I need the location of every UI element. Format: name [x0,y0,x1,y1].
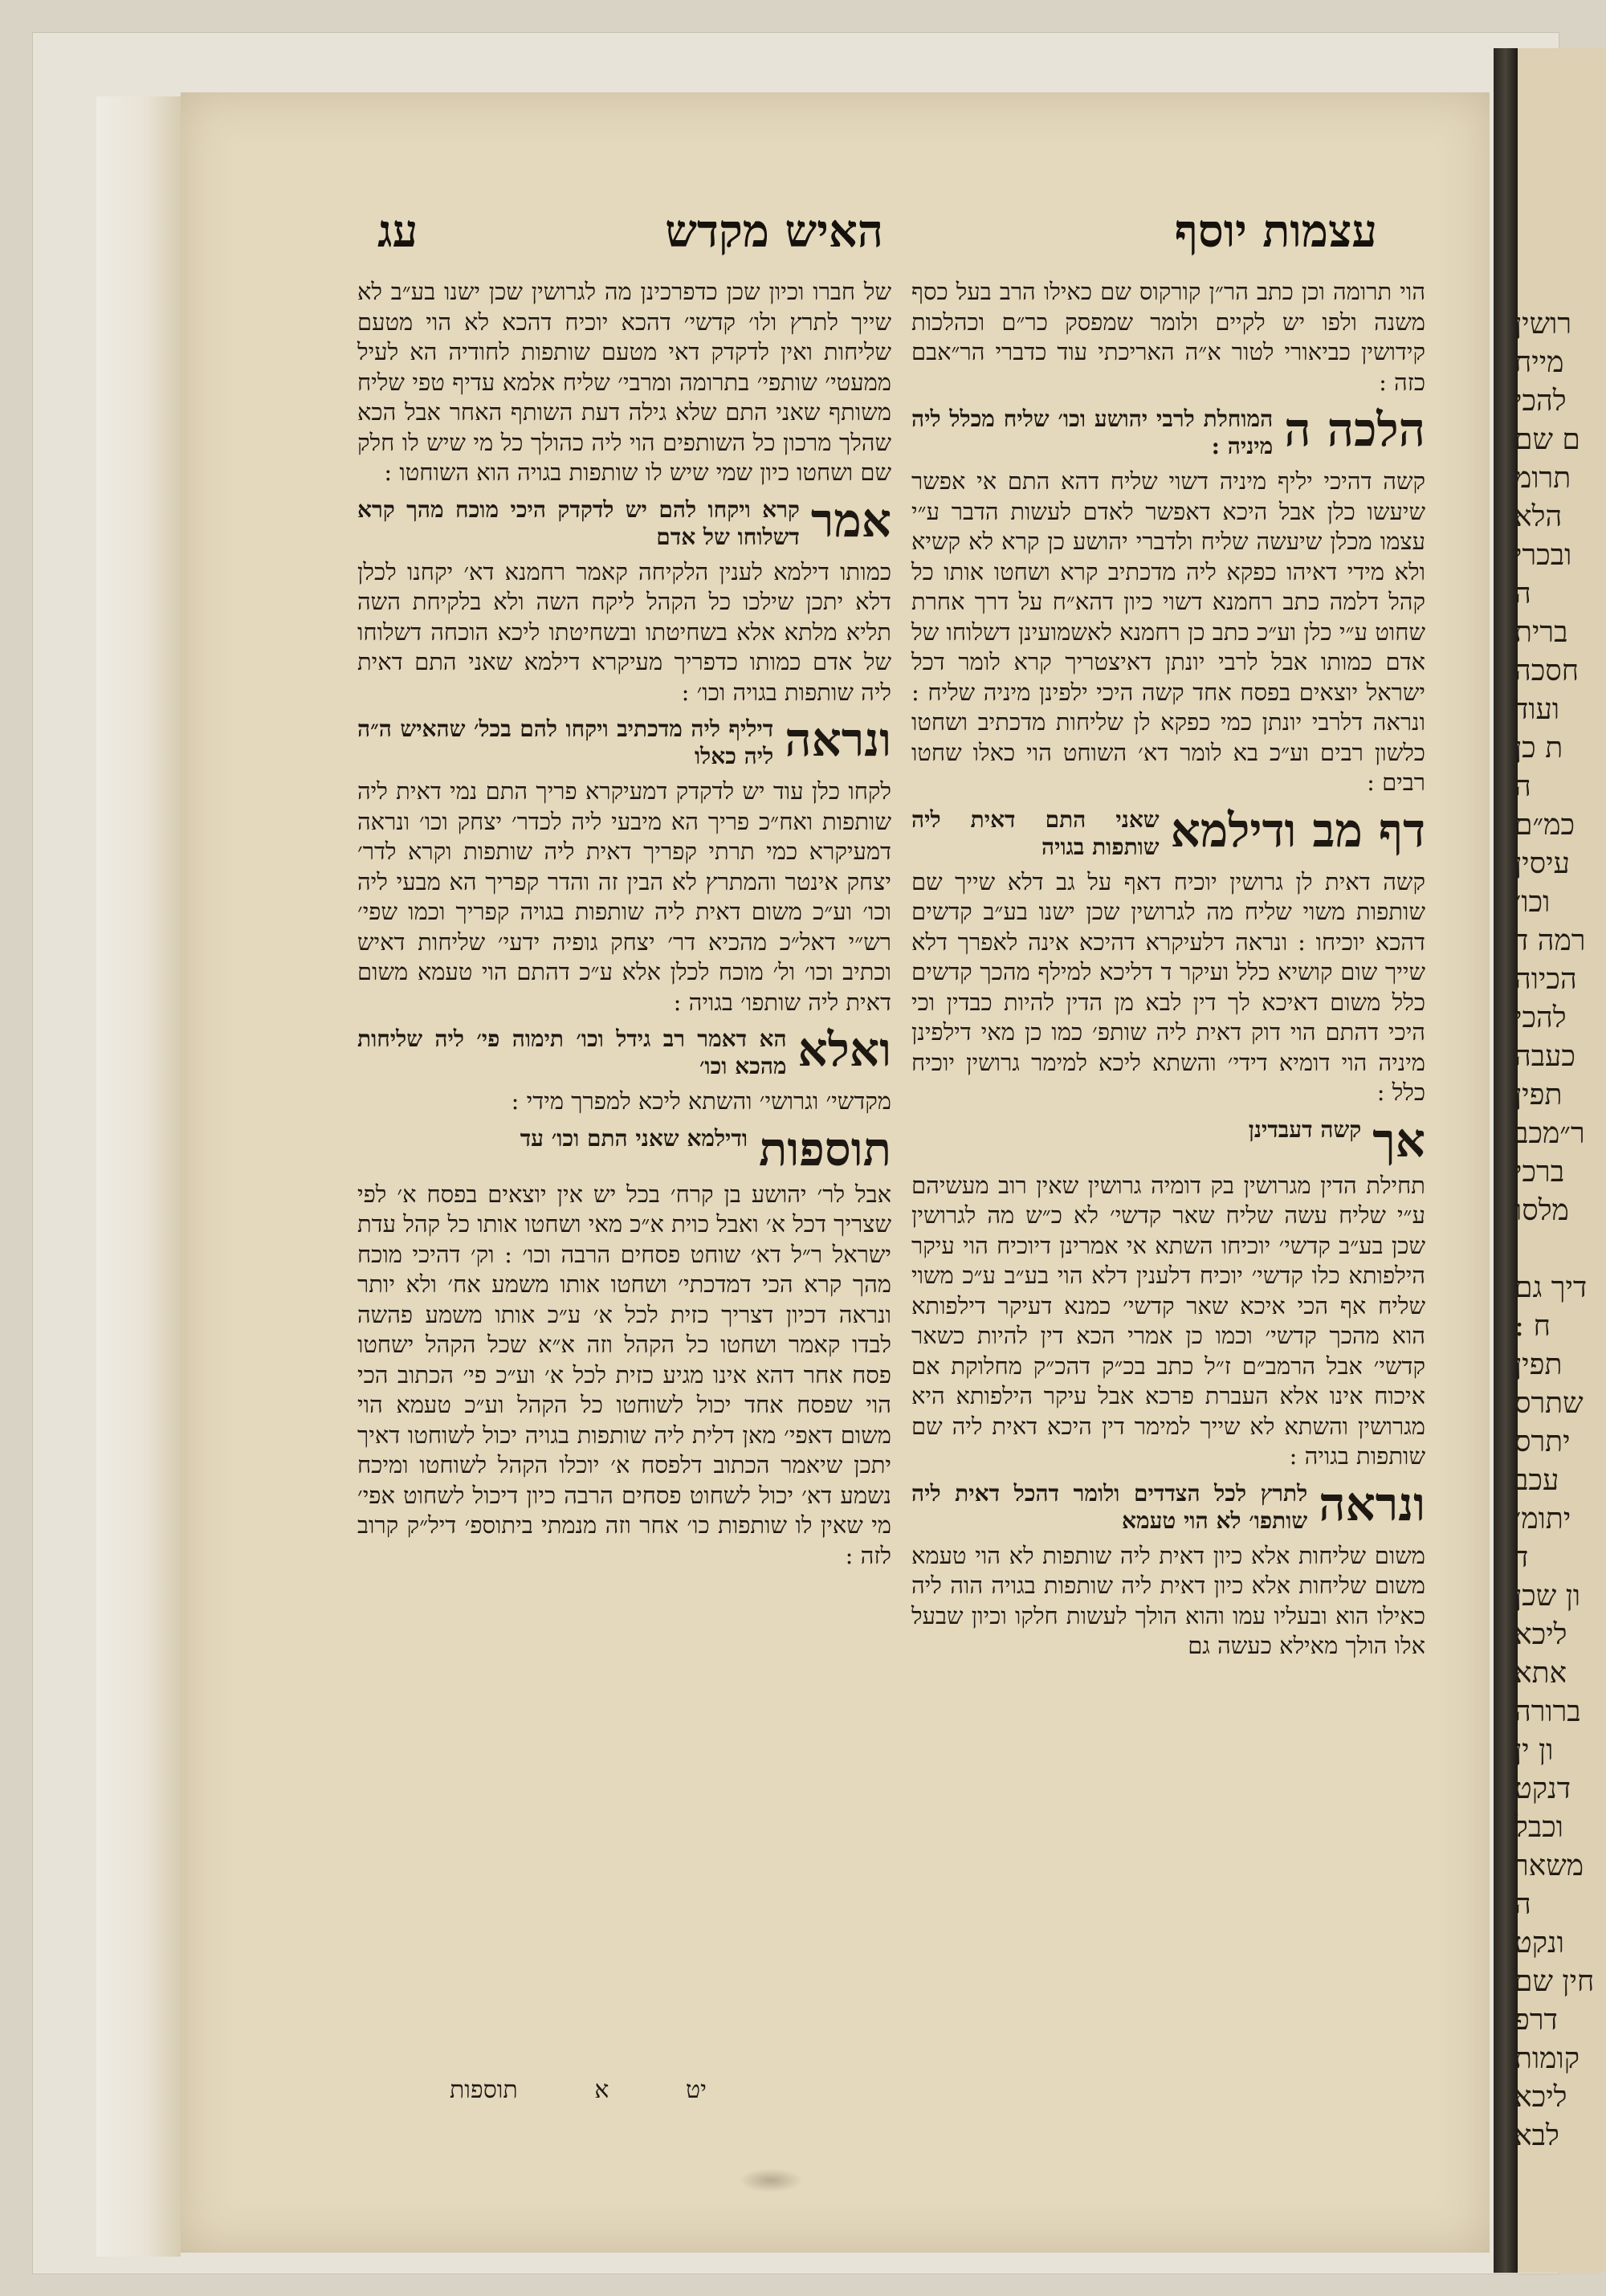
commentary-paragraph: מקדשי׳ וגרושי׳ והשתא ליכא למפרך מידי : [511,1087,891,1115]
commentary-paragraph: קשה דהיכי יליף מיניה דשוי שליח דהא התם אי אפשר שיעשו כלן אבל היכא דאפשר לאדם לעשות הדבר ע״י עצמו מכלן שיעשה שליח ולדברי יהושע כן קרא לא קשיא ולא מידי דאיהו כפקא ליה מדכתיב קרא ושחטו אותו כל קהל דלמה כתב רחמנא דשוי כיון דהא״ח על דרך אחרת שחוט ע״י כלן וע״כ כתב כן רחמנא לאשמועינן דשלוחו של אדם כמותו אבל לרבי יונתן דאיצטריך קרא לומר דכל ישראל יוצאים בפסח אחד קשה היכי ילפינן מיניה שליח : ונראה דלרבי יונתן כמי כפקא לן שליחות מדכתיב ושחטו כלשון רבים וע״כ בא לומר דא׳ השוחט הוי כאלו שחטו רבים : [911,467,1425,796]
section-heading [357,492,891,551]
section-heading [911,1112,1425,1168]
catchword-line [450,2076,707,2104]
section-heading [911,1476,1425,1535]
section-lead-word: ונראה [785,712,891,767]
commentary-paragraph: משום שליחות אלא כיון דאית ליה שותפות לא הוי טעמא משום שליחות אלא כיון דאית ליה שותפות בגויה הוה ליה כאילו הוא ובעליו עמו והוא הולך לעשות חלקו וכיון שבעל אלו הולך מאילא כעשה גם [911,1541,1425,1659]
opening-paragraph: הוי תרומה וכן כתב הר״ן קורקוס שם כאילו הרב בעל כסף משנה ולפו יש לקיים ולומר שמפסק כר״ם וכהלכות קידושין כביאורי לטור א״ה האריכתי עוד כדברי הר״אבם כזה : [911,278,1425,396]
commentary-paragraph: קשה דאית לן גרושין יוכיח דאף על גב דלא שייך שם שותפות משוי שליח מה לגרושין שכן ישנו בע״ב קדשים דהכא יוכיחו : ונראה דלעיקרא דהיכא אינה לאפרך דלא שייך שום קושיא כלל ועיקר ד דליכא למילף מהכך קדשים כלל משום דאיכא לך דין לבא מן הדין להיות כבדין וכי היכי דהתם הוי דוק דאית ליה שותפ׳ כמו כן מאי דילפינן מיניה הוי דומיא דידי׳ והשתא ליכא למימר גרושין יוכיח כלל : [911,867,1425,1106]
facing-page-text: רושין מייח להכי ם שם תרומ הלא ובכרי ה ברית חסכה ועוד ת כן ה כמ״ם עיסין וכו׳ רמה ד הכיוה להכי כעבה תפין ר״מכב ברכי מלסו דיך גם ח : תפין שתרס יתרס עכב יתומ׳ ד ון שכן ליכא אתא ברורה ון ין דנקט וכבל משאר ה ונקט חין שם דרפ קומות ליכא לבא [1514,308,1595,2152]
dibbur-hamatchil: המוחלת לרבי יהושע וכו׳ שליח מכלל ליה מיניה : [911,406,1274,459]
section-heading [911,802,1425,861]
dibbur-hamatchil: לתרץ לכל הצדדים ולומר דהכל דאית ליה שותפו׳ לא הוי טעמא [911,1479,1308,1534]
dibbur-hamatchil: הא דאמר רב גידל וכו׳ תימוה פי׳ ליה שליחות מהכא וכו׳ [357,1026,787,1079]
commentary-paragraph: אבל לר׳ יהושע בן קרח׳ בכל יש אין יוצאים בפסח א׳ לפי שצריך דכל א׳ ואבל כוית א״כ מאי ושחטו אותו כל קהל עדת ישראל ר״ל דא׳ שוחט פסחים הרבה וכו׳ : וק׳ דהיכי מוכח מהך קרא הכי דמדכתי׳ ושחטו אותו משמע אח׳ ולא יותר ונראה דכיון דצריך כזית לכל א׳ ע״כ אותו משמע פהשה לבדו קאמר ושחטו כל הקהל וזה א״א שכל הקהל ישחטו פסח אחר דהא אינו מגיע כזית לכל א׳ וע״כ פי׳ הכתוב הכי הוי שפסח אחד יכול לשוחטו כל הקהל וע״כ טעמא הוי משום דאפי׳ מאן דלית ליה שותפות בגויה יכול לשוחטו דאיך יתכן שיאמר הכתוב דלפסח א׳ יוכלו הקהל לשוחטו ומיכח נשמע דא׳ יכול לשחוט פסחים הרבה כיון דיכול לשחוט אפי׳ מי שאין לו שותפות כו׳ אחר וזה מנמתי ביתוספ׳ דיל״ק קרוב לזה : [357,1180,891,1569]
paper-stain [739,2168,803,2192]
section-lead-word: דף מב ודילמא [1170,802,1425,858]
dibbur-hamatchil: דיליף ליה מדכתיב ויקחו להם בכל׳ שהאיש ה״ה ליה כאלו [357,716,774,769]
dibbur-hamatchil: ודילמא שאני התם וכו׳ עד [520,1124,748,1152]
dibbur-hamatchil: קרא ויקחו להם יש לדקדק היכי מוכח מהך קרא דשלוחו של אדם [357,495,800,550]
section-heading [911,402,1425,460]
folio-number: עג [377,205,418,258]
section-lead-word: ואלא [797,1022,891,1077]
running-head-left [345,205,907,269]
commentary-paragraph: לקחו כלן עוד יש לדקדק דמעיקרא פריך התם נמי דאית ליה שותפות ואח״כ פריך הא מיבעי ליה לכדר׳ יצחק וכו׳ ונראה דמעיקרא כמי תרתי קפריך דאית ליה שותפות וקרא לדר׳ יצחק אינטר והמתרץ לא הבין זה והדר קפריך הא מבעי ליה וכו׳ וע״כ משום דאית ליה שותפות בגויה קפריך וכמו שפי׳ רש״י דאל״כ מהכיא דר׳ יצחק גופיה ידעי׳ שליחות דאיש וכתיב וכו׳ ול׳ מוכח לכלן אלא ע״כ דהתם הוי טעמא משום דאית ליה שותפו׳ בגויה : [357,777,891,1016]
section-heading [357,712,891,770]
signature-mark: יט [686,2076,707,2104]
section-lead-word: אך [1372,1112,1425,1168]
section-lead-word: ונראה [1319,1476,1425,1531]
running-head-right: עצמות יוסף [1174,205,1377,258]
right-column [911,277,1425,2084]
dibbur-hamatchil: קשה דעבדינן [1248,1115,1362,1143]
facing-page-fragment [1514,48,1606,2273]
section-lead-word: אמר [810,492,891,548]
commentary-paragraph: תחילת הדין מגרושין בק דומיה גרושין שאין רוב מעשיהם ע״י שליח עשה שליח שאר קדשי׳ לא כ״ש מה לגרושין שכן בע״ב קדשי׳ יוכיחו השתא אי אמרינן דיוכיח הוי עיקר הילפותא כלו קדשי׳ יוכיח דלענין דלא הוי בע״ב ע״כ משוי שליח אף הכי איכא שאר קדשי׳ כמנא דעיקר דילפותא הוא מהכך קדשי׳ וכמו כן אמרי הכא דין להיות כשאר קדשי׳ אבל הרמב״ם ז״ל כתב בכ״ק דהכ״ק מחלוקת אם איכוח אינו אלא העברת פרכא אבל עיקר הילפותא היא מגרושין והשתא לא שייך למימר דין היכא דאית ליה שם שותפות בגויה : [911,1171,1425,1470]
section-heading [357,1022,891,1080]
section-lead-word: תוספות [759,1121,891,1177]
commentary-paragraph: של חברו וכיון שכן כדפרכינן מה לגרושין שכן ישנו בע״ב לא שייך לתרץ ולו׳ קדשי׳ דהכא יוכיח דהכא לא הוי מטעם שליחות ואין לדקדק דאי מטעם שותפות לחודיה הא לעיל ממעטי׳ שותפי׳ בתרומה ומרבי׳ שליח אלמא עדיף טפי שליח משותף שאני התם שלא גילה דעת השותף האחר אבל הכא שהלך מרכון כל השותפים הוי ליה כהולך כל מי שיש לו חלק שם ושחטו כיון שמי שיש לו שותפות בגויה הוא השוחטו : [357,278,891,486]
dibbur-hamatchil: שאני התם דאית ליה שותפות בגויה [911,805,1160,860]
section-lead-word: הלכה ה [1284,402,1425,457]
commentary-paragraph: כמותו דילמא לענין הלקיחה קאמר רחמנא דא׳ יקחנו לכלן דלא יתכן שילכו כל הקהל ליקח השה ולא בלקיחת השה תליא מלתא אלא בשחיטתו ובשחיטתו ליכא הוכחה דשלוחו של אדם כמותו כדפריך מעיקרא דילמא שאני התם דאית ליה שותפות בגויה וכו׳ : [357,557,891,706]
section-heading [357,1121,891,1177]
page-edge [96,96,181,2257]
left-column [357,277,891,2084]
running-head-title: האיש מקדש [665,205,883,258]
signature-letter: א [594,2076,609,2104]
catchword: תוספות [450,2076,518,2104]
